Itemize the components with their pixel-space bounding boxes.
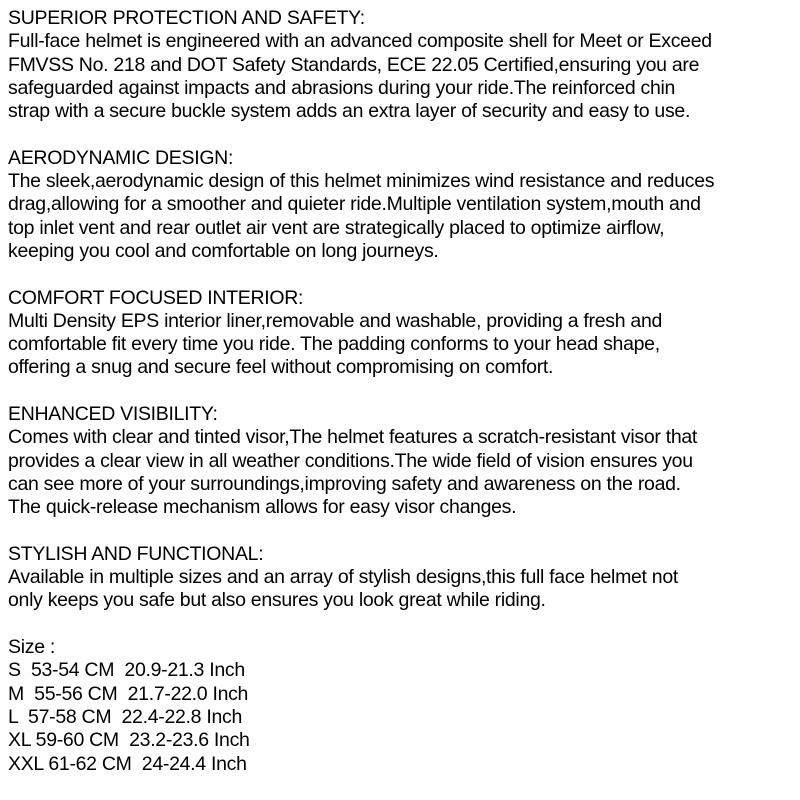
body-line: offering a snug and secure feel without compromising on comfort. xyxy=(8,356,554,379)
body-line: The sleek,aerodynamic design of this helmet minimizes wind resistance and reduces xyxy=(8,170,715,193)
section-protection-safety xyxy=(8,7,794,123)
section-enhanced-visibility xyxy=(8,403,794,519)
body-line: top inlet vent and rear outlet air vent are strategically placed to optimize airflow, xyxy=(8,216,665,239)
body-line: Full-face helmet is engineered with an advanced composite shell for Meet or Exceed xyxy=(8,30,712,53)
body-line: safeguarded against impacts and abrasions during your ride.The reinforced chin xyxy=(8,76,676,99)
body-line: Comes with clear and tinted visor,The helmet features a scratch-resistant visor that xyxy=(8,426,698,449)
size-row-xxl: XXL 61-62 CM 24-24.4 Inch xyxy=(8,752,247,775)
body-line: can see more of your surroundings,improving safety and awareness on the road. xyxy=(8,472,681,495)
body-line: strap with a secure buckle system adds an extra layer of security and easy to use. xyxy=(8,100,691,123)
size-row-l: L 57-58 CM 22.4-22.8 Inch xyxy=(8,705,242,728)
section-stylish-functional xyxy=(8,543,794,613)
body-line: drag,allowing for a smoother and quieter ride.Multiple ventilation system,mouth and xyxy=(8,193,701,216)
size-row-xl: XL 59-60 CM 23.2-23.6 Inch xyxy=(8,729,250,752)
size-chart-label: Size : xyxy=(8,636,55,659)
body-line: Available in multiple sizes and an array of stylish designs,this full face helmet not xyxy=(8,566,678,589)
section-heading: SUPERIOR PROTECTION AND SAFETY: xyxy=(8,7,365,29)
body-line: FMVSS No. 218 and DOT Safety Standards, ECE 22.05 Certified,ensuring you are xyxy=(8,53,700,76)
body-line: only keeps you safe but also ensures you look great while riding. xyxy=(8,589,546,612)
body-line: keeping you cool and comfortable on long journeys. xyxy=(8,239,439,262)
section-heading: COMFORT FOCUSED INTERIOR: xyxy=(8,286,304,309)
size-chart xyxy=(8,636,794,776)
section-heading: ENHANCED VISIBILITY: xyxy=(8,403,218,426)
size-row-s: S 53-54 CM 20.9-21.3 Inch xyxy=(8,659,245,682)
body-line: comfortable fit every time you ride. The padding conforms to your head shape, xyxy=(8,333,660,356)
size-row-m: M 55-56 CM 21.7-22.0 Inch xyxy=(8,682,249,705)
body-line: The quick-release mechanism allows for easy visor changes. xyxy=(8,496,517,519)
section-aerodynamic-design xyxy=(8,147,794,263)
section-heading: AERODYNAMIC DESIGN: xyxy=(8,146,234,169)
section-comfort-interior xyxy=(8,287,794,380)
section-heading: STYLISH AND FUNCTIONAL: xyxy=(8,542,264,565)
body-line: provides a clear view in all weather conditions.The wide field of vision ensures you xyxy=(8,449,693,472)
body-line: Multi Density EPS interior liner,removable and washable, providing a fresh and xyxy=(8,309,663,332)
